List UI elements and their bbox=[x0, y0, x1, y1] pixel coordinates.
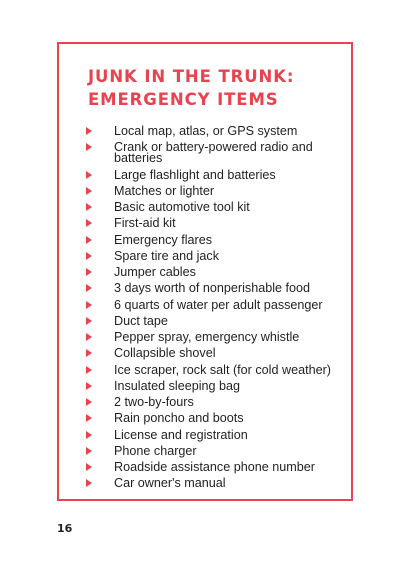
list-item-text: Collapsible shovel bbox=[114, 346, 216, 361]
list-item bbox=[86, 218, 348, 229]
emergency-items-list bbox=[86, 126, 348, 495]
list-item-text: Emergency flares bbox=[114, 232, 212, 247]
list-item bbox=[86, 267, 348, 278]
list-item bbox=[86, 462, 348, 473]
triangle-bullet-icon bbox=[86, 252, 92, 260]
list-item-text: Spare tire and jack bbox=[114, 248, 220, 263]
triangle-bullet-icon bbox=[86, 268, 92, 276]
list-item bbox=[86, 283, 348, 294]
list-item bbox=[86, 167, 348, 182]
list-item-text: Car owner's manual bbox=[114, 476, 226, 491]
list-item bbox=[86, 413, 348, 424]
triangle-bullet-icon bbox=[86, 479, 92, 487]
list-item-text: Basic automotive tool kit bbox=[114, 200, 250, 214]
list-item-text: Duct tape bbox=[114, 313, 168, 328]
list-item-text: Ice scraper, rock salt (for cold weather) bbox=[114, 362, 331, 377]
list-item bbox=[86, 313, 348, 328]
triangle-bullet-icon bbox=[86, 127, 92, 135]
list-item-text: Large flashlight and batteries bbox=[114, 167, 276, 182]
triangle-bullet-icon bbox=[86, 317, 92, 325]
list-item-text: Roadside assistance phone number bbox=[114, 460, 315, 474]
list-item-text: Insulated sleeping bag bbox=[114, 378, 241, 393]
triangle-bullet-icon bbox=[86, 463, 92, 471]
triangle-bullet-icon bbox=[86, 301, 92, 309]
list-item-text: Local map, atlas, or GPS system bbox=[114, 124, 298, 138]
triangle-bullet-icon bbox=[86, 349, 92, 357]
list-item bbox=[86, 248, 348, 263]
box-title bbox=[88, 65, 338, 111]
list-item bbox=[86, 126, 348, 137]
list-item-text: Rain poncho and boots bbox=[114, 411, 244, 426]
list-item bbox=[86, 478, 348, 489]
list-item bbox=[86, 348, 348, 359]
list-item bbox=[86, 202, 348, 213]
list-item-text: 2 two-by-fours bbox=[114, 395, 194, 409]
triangle-bullet-icon bbox=[86, 187, 92, 195]
list-item-text: First-aid kit bbox=[114, 216, 176, 231]
list-item-text: License and registration bbox=[114, 427, 248, 442]
box-title-line-1: JUNK IN THE TRUNK: bbox=[88, 67, 295, 86]
list-item bbox=[86, 183, 348, 198]
triangle-bullet-icon bbox=[86, 447, 92, 455]
list-item-text: Matches or lighter bbox=[114, 183, 215, 198]
list-item bbox=[86, 297, 348, 312]
triangle-bullet-icon bbox=[86, 203, 92, 211]
triangle-bullet-icon bbox=[86, 398, 92, 406]
list-item-text: 3 days worth of nonperishable food bbox=[114, 281, 311, 296]
list-item bbox=[86, 427, 348, 442]
list-item-text: Phone charger bbox=[114, 443, 197, 458]
box-title-line-2: EMERGENCY ITEMS bbox=[88, 90, 279, 109]
list-item-text: Jumper cables bbox=[114, 265, 196, 279]
triangle-bullet-icon bbox=[86, 171, 92, 179]
triangle-bullet-icon bbox=[86, 143, 92, 151]
list-item bbox=[86, 362, 348, 377]
triangle-bullet-icon bbox=[86, 333, 92, 341]
triangle-bullet-icon bbox=[86, 382, 92, 390]
list-item bbox=[86, 397, 348, 408]
triangle-bullet-icon bbox=[86, 366, 92, 374]
triangle-bullet-icon bbox=[86, 219, 92, 227]
list-item bbox=[86, 378, 348, 393]
list-item-text: Pepper spray, emergency whistle bbox=[114, 330, 300, 344]
list-item-text: Crank or battery-powered radio and batteries bbox=[114, 140, 313, 166]
list-item bbox=[86, 232, 348, 247]
page-number: 16 bbox=[57, 522, 73, 535]
list-item bbox=[86, 443, 348, 458]
triangle-bullet-icon bbox=[86, 431, 92, 439]
triangle-bullet-icon bbox=[86, 236, 92, 244]
list-item-text: 6 quarts of water per adult passenger bbox=[114, 297, 323, 312]
sidebar-box bbox=[57, 42, 353, 501]
triangle-bullet-icon bbox=[86, 284, 92, 292]
list-item bbox=[86, 332, 348, 343]
list-item bbox=[86, 142, 348, 164]
triangle-bullet-icon bbox=[86, 414, 92, 422]
